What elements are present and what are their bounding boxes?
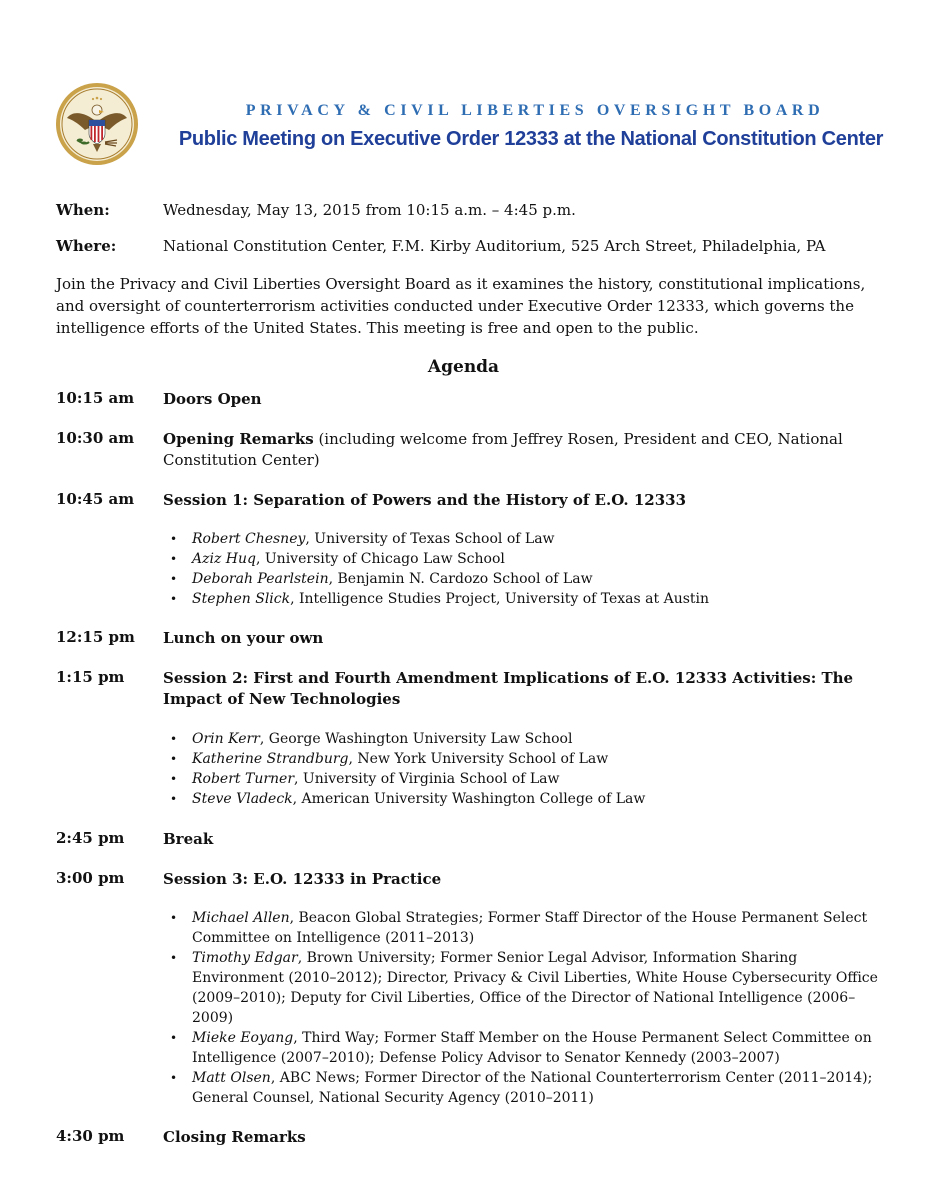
agenda-item-session-2 [163,668,873,710]
speaker-affiliation: , Third Way; Former Staff Member on the House Permanent Select Committee on Intelligence (2007–2010); Defense Policy Advisor to Senator Kennedy (2003–2007) [192,1030,872,1066]
bullet-icon: • [170,911,178,925]
bullet-icon: • [170,772,178,786]
bullet-icon: • [170,752,178,766]
list-item [163,749,883,769]
bullet-icon: • [170,572,178,586]
bullet-icon: • [170,1031,178,1045]
speaker-name: Matt Olsen [192,1070,271,1086]
agenda-time: 10:45 am [56,490,135,508]
speaker-affiliation: , ABC News; Former Director of the National Counterterrorism Center (2011–2014); General Counsel, National Security Agency (2010–2011) [192,1070,873,1106]
agenda-item-detail: (including welcome from Jeffrey Rosen, President and CEO, National Constitution Center) [163,430,843,469]
speaker-affiliation: , George Washington University Law School [259,731,573,747]
agenda-item-opening-remarks [163,429,873,471]
session-3-speaker-list [163,908,883,1108]
bullet-icon: • [170,792,178,806]
speaker-name: Katherine Strandburg [192,751,349,767]
speaker-affiliation: , University of Texas School of Law [305,531,555,547]
agenda-item-break [163,829,873,850]
bullet-icon: • [170,552,178,566]
intro-paragraph: Join the Privacy and Civil Liberties Oversight Board as it examines the history, constitutional implications, and oversight of counterterrorism activities conducted under Executive Order 12333, which governs the intelligence efforts of the United States. This meeting is free and open to the public. [56,275,866,337]
session-2-speaker-list [163,729,883,809]
speaker-name: Stephen Slick [192,591,291,607]
list-item [163,908,883,948]
agenda-item-title: Session 2: First and Fourth Amendment Implications of E.O. 12333 Activities: The Impact of New Technologies [163,669,854,708]
bullet-icon: • [170,532,178,546]
agenda-time: 3:00 pm [56,869,125,887]
speaker-name: Steve Vladeck [192,791,293,807]
speaker-affiliation: , Intelligence Studies Project, University of Texas at Austin [290,591,710,607]
agenda-item-lunch [163,628,873,649]
agenda-item-title: Closing Remarks [163,1128,306,1146]
agenda-item-doors-open [163,389,873,410]
agenda-time: 1:15 pm [56,668,125,686]
bullet-icon: • [170,592,178,606]
list-item [163,1028,883,1068]
speaker-affiliation: , New York University School of Law [348,751,609,767]
agenda-time: 2:45 pm [56,829,125,847]
speaker-name: Robert Turner [192,771,295,787]
agenda-time: 4:30 pm [56,1127,125,1145]
organization-name: PRIVACY & CIVIL LIBERTIES OVERSIGHT BOARD [245,102,825,119]
when-value: Wednesday, May 13, 2015 from 10:15 a.m. – 4:45 p.m. [163,201,576,219]
list-item [163,789,883,809]
bullet-icon: • [170,732,178,746]
agenda-item-title: Lunch on your own [163,629,324,647]
session-1-speaker-list [163,529,883,609]
meeting-title: Public Meeting on Executive Order 12333 at the National Constitution Center [178,128,884,150]
where-label: Where: [56,237,117,255]
agenda-item-session-1 [163,490,873,511]
agenda-time: 12:15 pm [56,628,135,646]
speaker-affiliation: , University of Virginia School of Law [294,771,560,787]
list-item [163,729,883,749]
speaker-name: Robert Chesney [192,531,306,547]
list-item [163,769,883,789]
speaker-name: Timothy Edgar [192,950,298,966]
agenda-item-title: Doors Open [163,390,262,408]
great-seal-icon [55,82,139,166]
agenda-item-title: Session 1: Separation of Powers and the History of E.O. 12333 [163,491,687,509]
speaker-name: Orin Kerr [192,731,260,747]
list-item [163,1068,883,1108]
where-value: National Constitution Center, F.M. Kirby Auditorium, 525 Arch Street, Philadelphia, PA [163,237,826,255]
speaker-affiliation: , Brown University; Former Senior Legal Advisor, Information Sharing Environment (2010–2012); Director, Privacy & Civil Liberties, White House Cybersecurity Office (2009–2010); Deputy for Civil Liberties, Office of the Director of National Intelligence (2006–2009) [192,950,878,1026]
speaker-affiliation: , Benjamin N. Cardozo School of Law [328,571,593,587]
speaker-name: Aziz Huq [192,551,256,567]
list-item [163,948,883,1028]
speaker-affiliation: , University of Chicago Law School [255,551,505,567]
agenda-time: 10:30 am [56,429,135,447]
list-item [163,569,883,589]
speaker-name: Mieke Eoyang [192,1030,294,1046]
list-item [163,589,883,609]
when-label: When: [56,201,110,219]
speaker-name: Deborah Pearlstein [192,571,329,587]
agenda-item-title: Opening Remarks [163,430,314,448]
speaker-name: Michael Allen [192,910,290,926]
speaker-affiliation: , Beacon Global Strategies; Former Staff Director of the House Permanent Select Committee on Intelligence (2011–2013) [192,910,868,946]
agenda-time: 10:15 am [56,389,135,407]
bullet-icon: • [170,951,178,965]
agenda-heading: Agenda [427,357,500,377]
bullet-icon: • [170,1071,178,1085]
list-item [163,529,883,549]
agenda-item-closing-remarks [163,1127,873,1148]
list-item [163,549,883,569]
agenda-item-session-3 [163,869,873,890]
speaker-affiliation: , American University Washington College of Law [292,791,646,807]
agenda-item-title: Session 3: E.O. 12333 in Practice [163,870,442,888]
agenda-item-title: Break [163,830,214,848]
